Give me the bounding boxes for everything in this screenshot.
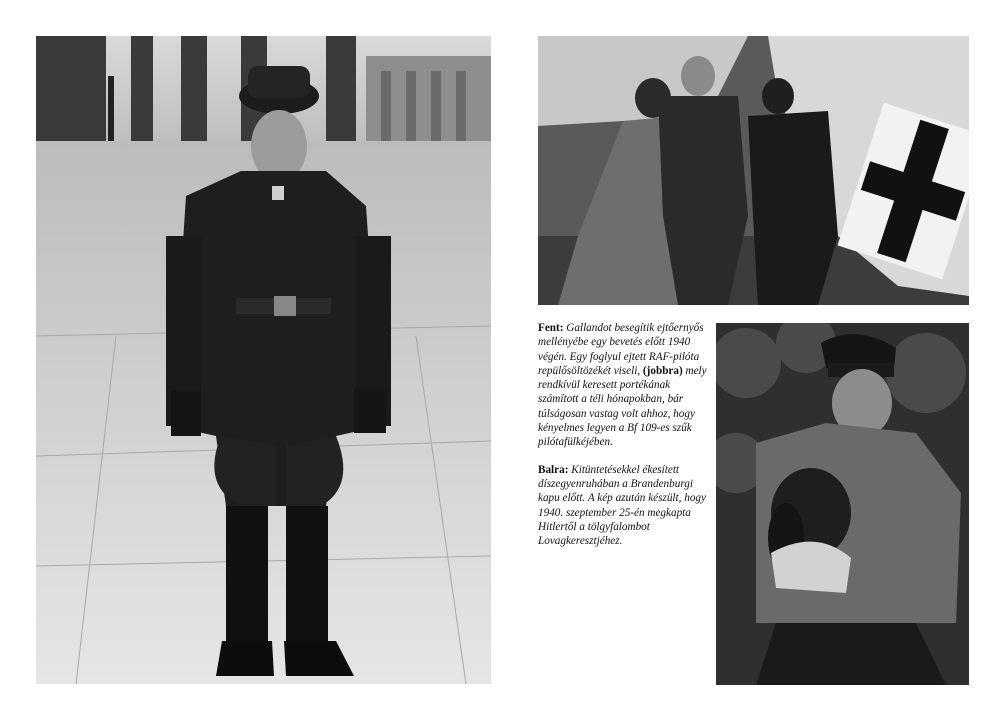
caption-top-label: Fent: bbox=[538, 322, 564, 334]
caption-left-text: Kitüntetésekkel ékesített díszegyenruhában a Brandenburgi kapu előtt. A kép azután készült, hogy 1940. szeptember 25-én megkapta Hitlertől a tölgyfalombot Lovagkeresztjéhez. bbox=[538, 463, 706, 548]
caption-top-text-1: Gallandot besegítik ejtőernyős mellényébe egy bevetés előtt 1940 végén. Egy foglyul ejtett RAF-pilóta repülősöltözékét viseli, bbox=[538, 322, 704, 377]
photo-top-graphic bbox=[538, 36, 969, 305]
photo-left-graphic bbox=[36, 36, 491, 684]
caption-top bbox=[538, 321, 710, 450]
caption-block bbox=[538, 321, 710, 561]
caption-top-text-2: mely rendkívül keresett portékának számított a téli hónapokban, bár túlságosan vastag volt ahhoz, hogy kényelmes legyen a Bf 109-es szűk pilótafülkéjében. bbox=[538, 364, 707, 449]
photo-pilot-with-dog bbox=[716, 323, 969, 685]
dog bbox=[768, 468, 851, 593]
photo-right-graphic bbox=[716, 323, 969, 685]
caption-top-inline-label: (jobbra) bbox=[642, 364, 683, 377]
caption-left-label: Balra: bbox=[538, 463, 569, 476]
caption-left bbox=[538, 463, 710, 549]
photo-officer-brandenburg-gate bbox=[36, 36, 491, 684]
photo-pilot-with-aircraft bbox=[538, 36, 969, 305]
